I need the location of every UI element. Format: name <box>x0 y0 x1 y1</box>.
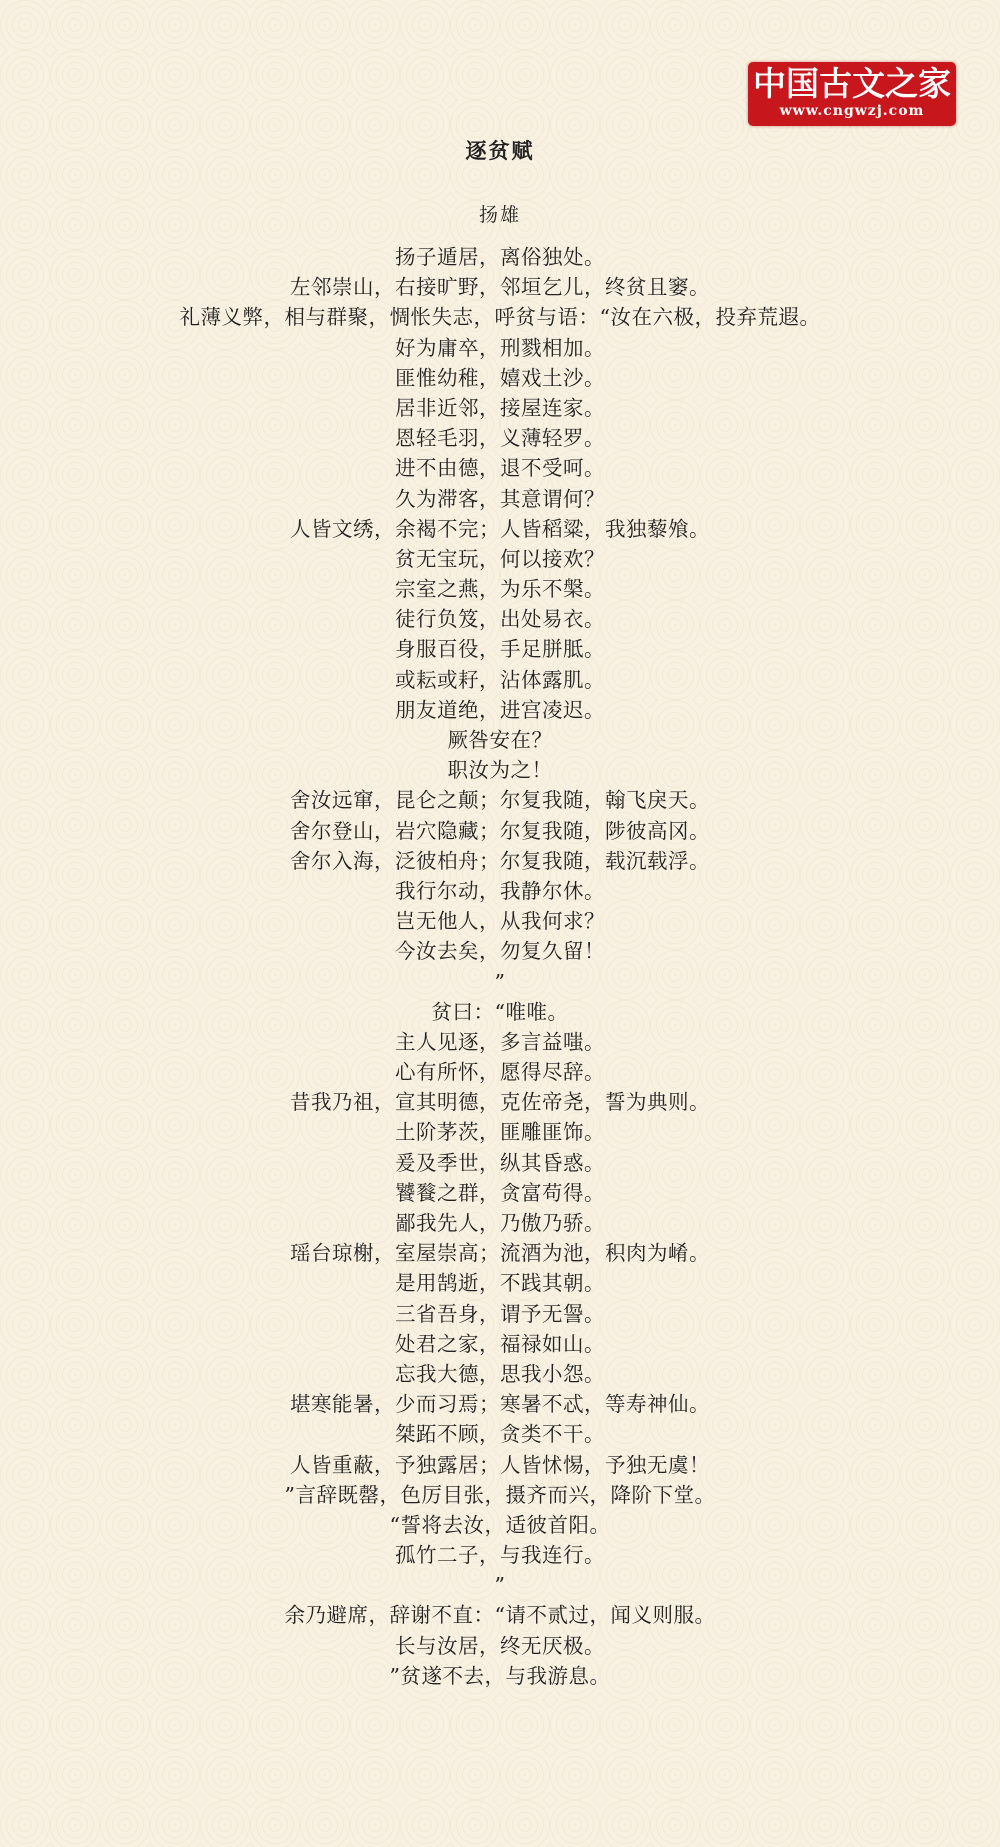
poem-line: 扬子遁居，离俗独处。 <box>395 245 605 269</box>
poem-line: 今汝去矣，勿复久留！ <box>395 939 605 964</box>
poem-line: 心有所怀，愿得尽辞。 <box>395 1060 605 1085</box>
poem-line: 进不由德，退不受呵。 <box>395 456 605 481</box>
poem-line: 舍尔入海，泛彼柏舟；尔复我随，载沉载浮。 <box>290 848 710 873</box>
poem-line: 厥咎安在？ <box>447 728 553 752</box>
poem-line: 瑶台琼榭，室屋崇高；流酒为池，积肉为崤。 <box>290 1241 710 1266</box>
poem-line: ”贫遂不去，与我游息。 <box>389 1663 611 1688</box>
poem-line: 宗室之燕，为乐不槃。 <box>395 577 605 602</box>
poem-line: 身服百役，手足胼胝。 <box>395 637 605 662</box>
poem-line: 朋友道绝，进宫凌迟。 <box>395 697 605 722</box>
poem-line: 舍汝远窜，昆仑之颠；尔复我随，翰飞戾天。 <box>290 788 710 813</box>
poem-line: 好为庸卒，刑戮相加。 <box>395 335 605 360</box>
poem-line: ”言辞既罄，色厉目张，摄齐而兴，降阶下堂。 <box>284 1482 716 1507</box>
poem-line: 贫曰：“唯唯。 <box>431 999 569 1024</box>
poem-line: 处君之家，福禄如山。 <box>395 1331 605 1356</box>
logo-text: 中国古文之家 <box>753 64 951 103</box>
poem-title: 逐贫赋 <box>465 138 535 163</box>
poem-line: ” <box>494 969 506 994</box>
poem-line: 贫无宝玩，何以接欢？ <box>395 546 605 571</box>
poem-line: 左邻崇山，右接旷野，邻垣乞儿，终贫且窭。 <box>290 275 710 300</box>
site-logo[interactable] <box>750 64 954 124</box>
poem-line: 忘我大德，思我小怨。 <box>395 1361 605 1386</box>
poem-line: 人皆重蔽，予独露居；人皆怵惕，予独无虞！ <box>290 1452 710 1477</box>
poem-line: 是用鹄逝，不践其朝。 <box>395 1271 605 1296</box>
poem-line: 久为滞客，其意谓何？ <box>395 486 605 511</box>
poem-line: 人皆文绣，余褐不完；人皆稻粱，我独藜飧。 <box>290 516 710 541</box>
poem-line: 或耘或耔，沾体露肌。 <box>395 667 605 692</box>
poem-line: 鄙我先人，乃傲乃骄。 <box>395 1211 605 1235</box>
poem-line: 职汝为之！ <box>447 758 553 783</box>
poem-line: 爰及季世，纵其昏惑。 <box>395 1150 605 1175</box>
poem-line: 徒行负笈，出处易衣。 <box>395 607 605 632</box>
poem-line: 余乃避席，辞谢不直：“请不贰过，闻义则服。 <box>284 1603 716 1628</box>
poem-line: 孤竹二子，与我连行。 <box>395 1543 605 1568</box>
poem-body <box>0 242 1000 1691</box>
poem-line: 主人见逐，多言益嗤。 <box>395 1029 605 1054</box>
poem-line: 堪寒能暑，少而习焉；寒暑不忒，等寿神仙。 <box>290 1392 710 1417</box>
poem-line: 岂无他人，从我何求？ <box>395 909 605 934</box>
poem-line: 土阶茅茨，匪雕匪饰。 <box>395 1120 605 1145</box>
poem-line: ” <box>494 1573 506 1598</box>
poem-line: 礼薄义弊，相与群聚，惆怅失志，呼贫与语：“汝在六极，投弃荒遐。 <box>179 305 821 330</box>
poem-line: 饕餮之群，贪富苟得。 <box>395 1180 605 1205</box>
poem-author: 扬雄 <box>478 204 521 226</box>
poem-line: 三省吾身，谓予无諐。 <box>395 1301 605 1326</box>
poem-line: 桀跖不顾，贪类不干。 <box>395 1422 605 1447</box>
poem-line: 长与汝居，终无厌极。 <box>395 1633 605 1658</box>
logo-url: www.cngwzj.com <box>779 103 925 119</box>
poem-line: 昔我乃祖，宣其明德，克佐帝尧，誓为典则。 <box>290 1090 710 1115</box>
poem-line: “誓将去汝，适彼首阳。 <box>389 1512 611 1537</box>
poem-line: 舍尔登山，岩穴隐藏；尔复我随，陟彼高冈。 <box>290 818 710 843</box>
poem-line: 恩轻毛羽，义薄轻罗。 <box>395 426 605 451</box>
poem-line: 我行尔动，我静尔休。 <box>395 878 605 903</box>
poem-line: 居非近邻，接屋连家。 <box>395 395 605 420</box>
poem-line: 匪惟幼稚，嬉戏土沙。 <box>395 365 605 390</box>
